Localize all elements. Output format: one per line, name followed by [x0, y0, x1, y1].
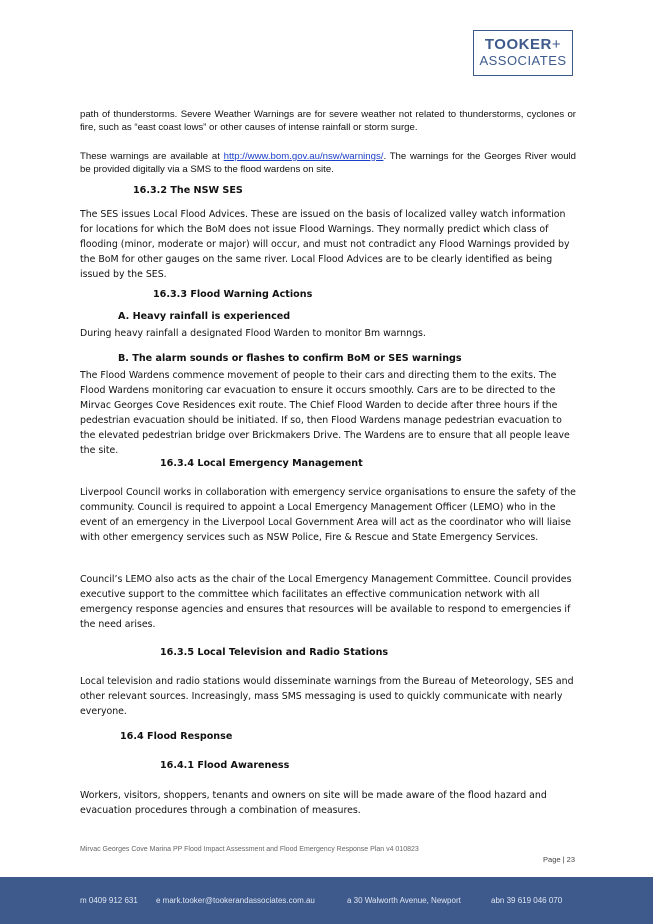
warnings-text-pre: These warnings are available at [80, 151, 224, 162]
heading-b-alarm: B. The alarm sounds or flashes to confirm BoM or SES warnings [118, 353, 462, 364]
heading-16-3-3: 16.3.3 Flood Warning Actions [153, 289, 313, 300]
logo-plus: + [551, 36, 562, 53]
heading-a-heavy-rainfall: A. Heavy rainfall is experienced [118, 311, 291, 322]
logo-line2: ASSOCIATES [479, 53, 567, 68]
warnings-text-post: . The warnings for the Georges River would be provided digitally via a SMS to the flood wardens on site. [80, 151, 577, 175]
paragraph-liverpool-council: Liverpool Council works in collaboration with emergency service organisations to ensure the safety of the community. Council is required to appoint a Local Emergency Management Officer (LEMO) who in the event of an emergency in the Liverpool Local Government Area will act as the coordinator who will liaise with other emergency services such as NSW Police, Fire & Rescue and State Emergency Services. [80, 487, 576, 543]
heading-16-3-2: 16.3.2 The NSW SES [133, 185, 243, 196]
paragraph-lemo: Council’s LEMO also acts as the chair of the Local Emergency Management Committee. Council provides executive support to the committee which facilitates an effective communication network with all emergency response agencies and ensures that resources will be available to respond to emergencies if the need arises. [80, 574, 572, 630]
heading-16-4: 16.4 Flood Response [120, 731, 233, 742]
paragraph-tv-radio: Local television and radio stations would disseminate warnings from the Bureau of Meteorology, SES and other relevant sources. Increasingly, mass SMS messaging is used to quickly communicate with nearly everyone. [80, 676, 574, 717]
heading-16-4-1: 16.4.1 Flood Awareness [160, 760, 290, 771]
bom-warnings-link[interactable]: http://www.bom.gov.au/nsw/warnings/ [223, 151, 384, 162]
footer-abn: abn 39 619 046 070 [491, 896, 563, 905]
page-number: Page | 23 [543, 855, 575, 864]
footer-address: a 30 Walworth Avenue, Newport [347, 896, 461, 905]
paragraph-heavy-rainfall: During heavy rainfall a designated Flood Warden to monitor Bm warnngs. [80, 328, 426, 339]
paragraph-severe-weather: path of thunderstorms. Severe Weather Warnings are for severe weather not related to thunderstorms, cyclones or fire, such as “east coast lows” or other causes of intense rainfall or storm surge. [80, 109, 576, 133]
footer-phone: m 0409 912 631 [80, 896, 138, 905]
footer-email[interactable]: e mark.tooker@tookerandassociates.com.au [156, 896, 315, 905]
company-logo [473, 30, 573, 76]
logo-line1: TOOKER [484, 36, 552, 53]
heading-16-3-5: 16.3.5 Local Television and Radio Stations [160, 647, 389, 658]
paragraph-alarm: The Flood Wardens commence movement of people to their cars and directing them to the exits. The Flood Wardens monitoring car evacuation to ensure it occurs smoothly. Cars are to be directed to the Mirvac Georges Cove Residences exit route. The Chief Flood Warden to decide after three hours if the pedestrian evacuation should be initiated. If so, then Flood Wardens manage pedestrian evacuation to the elevated pedestrian bridge over Brickmakers Drive. The Wardens are to ensure that all people leave the site. [80, 370, 570, 456]
contact-footer-band [0, 877, 653, 924]
paragraph-warnings-availability [80, 151, 576, 176]
paragraph-ses-advices: The SES issues Local Flood Advices. These are issued on the basis of localized valley watch information for locations for which the BoM does not issue Flood Warnings. They normally predict which class of flooding (minor, moderate or major) will occur, and must not contradict any Flood Warnings provided by the BoM for other gauges on the same river. Local Flood Advices are to be clearly identified as being issued by the SES. [80, 209, 570, 280]
document-footer-title: Mirvac Georges Cove Marina PP Flood Impact Assessment and Flood Emergency Response Plan v4 010823 [80, 846, 419, 853]
heading-16-3-4: 16.3.4 Local Emergency Management [160, 458, 363, 469]
paragraph-flood-awareness: Workers, visitors, shoppers, tenants and owners on site will be made aware of the flood hazard and evacuation procedures through a combination of measures. [80, 790, 547, 816]
